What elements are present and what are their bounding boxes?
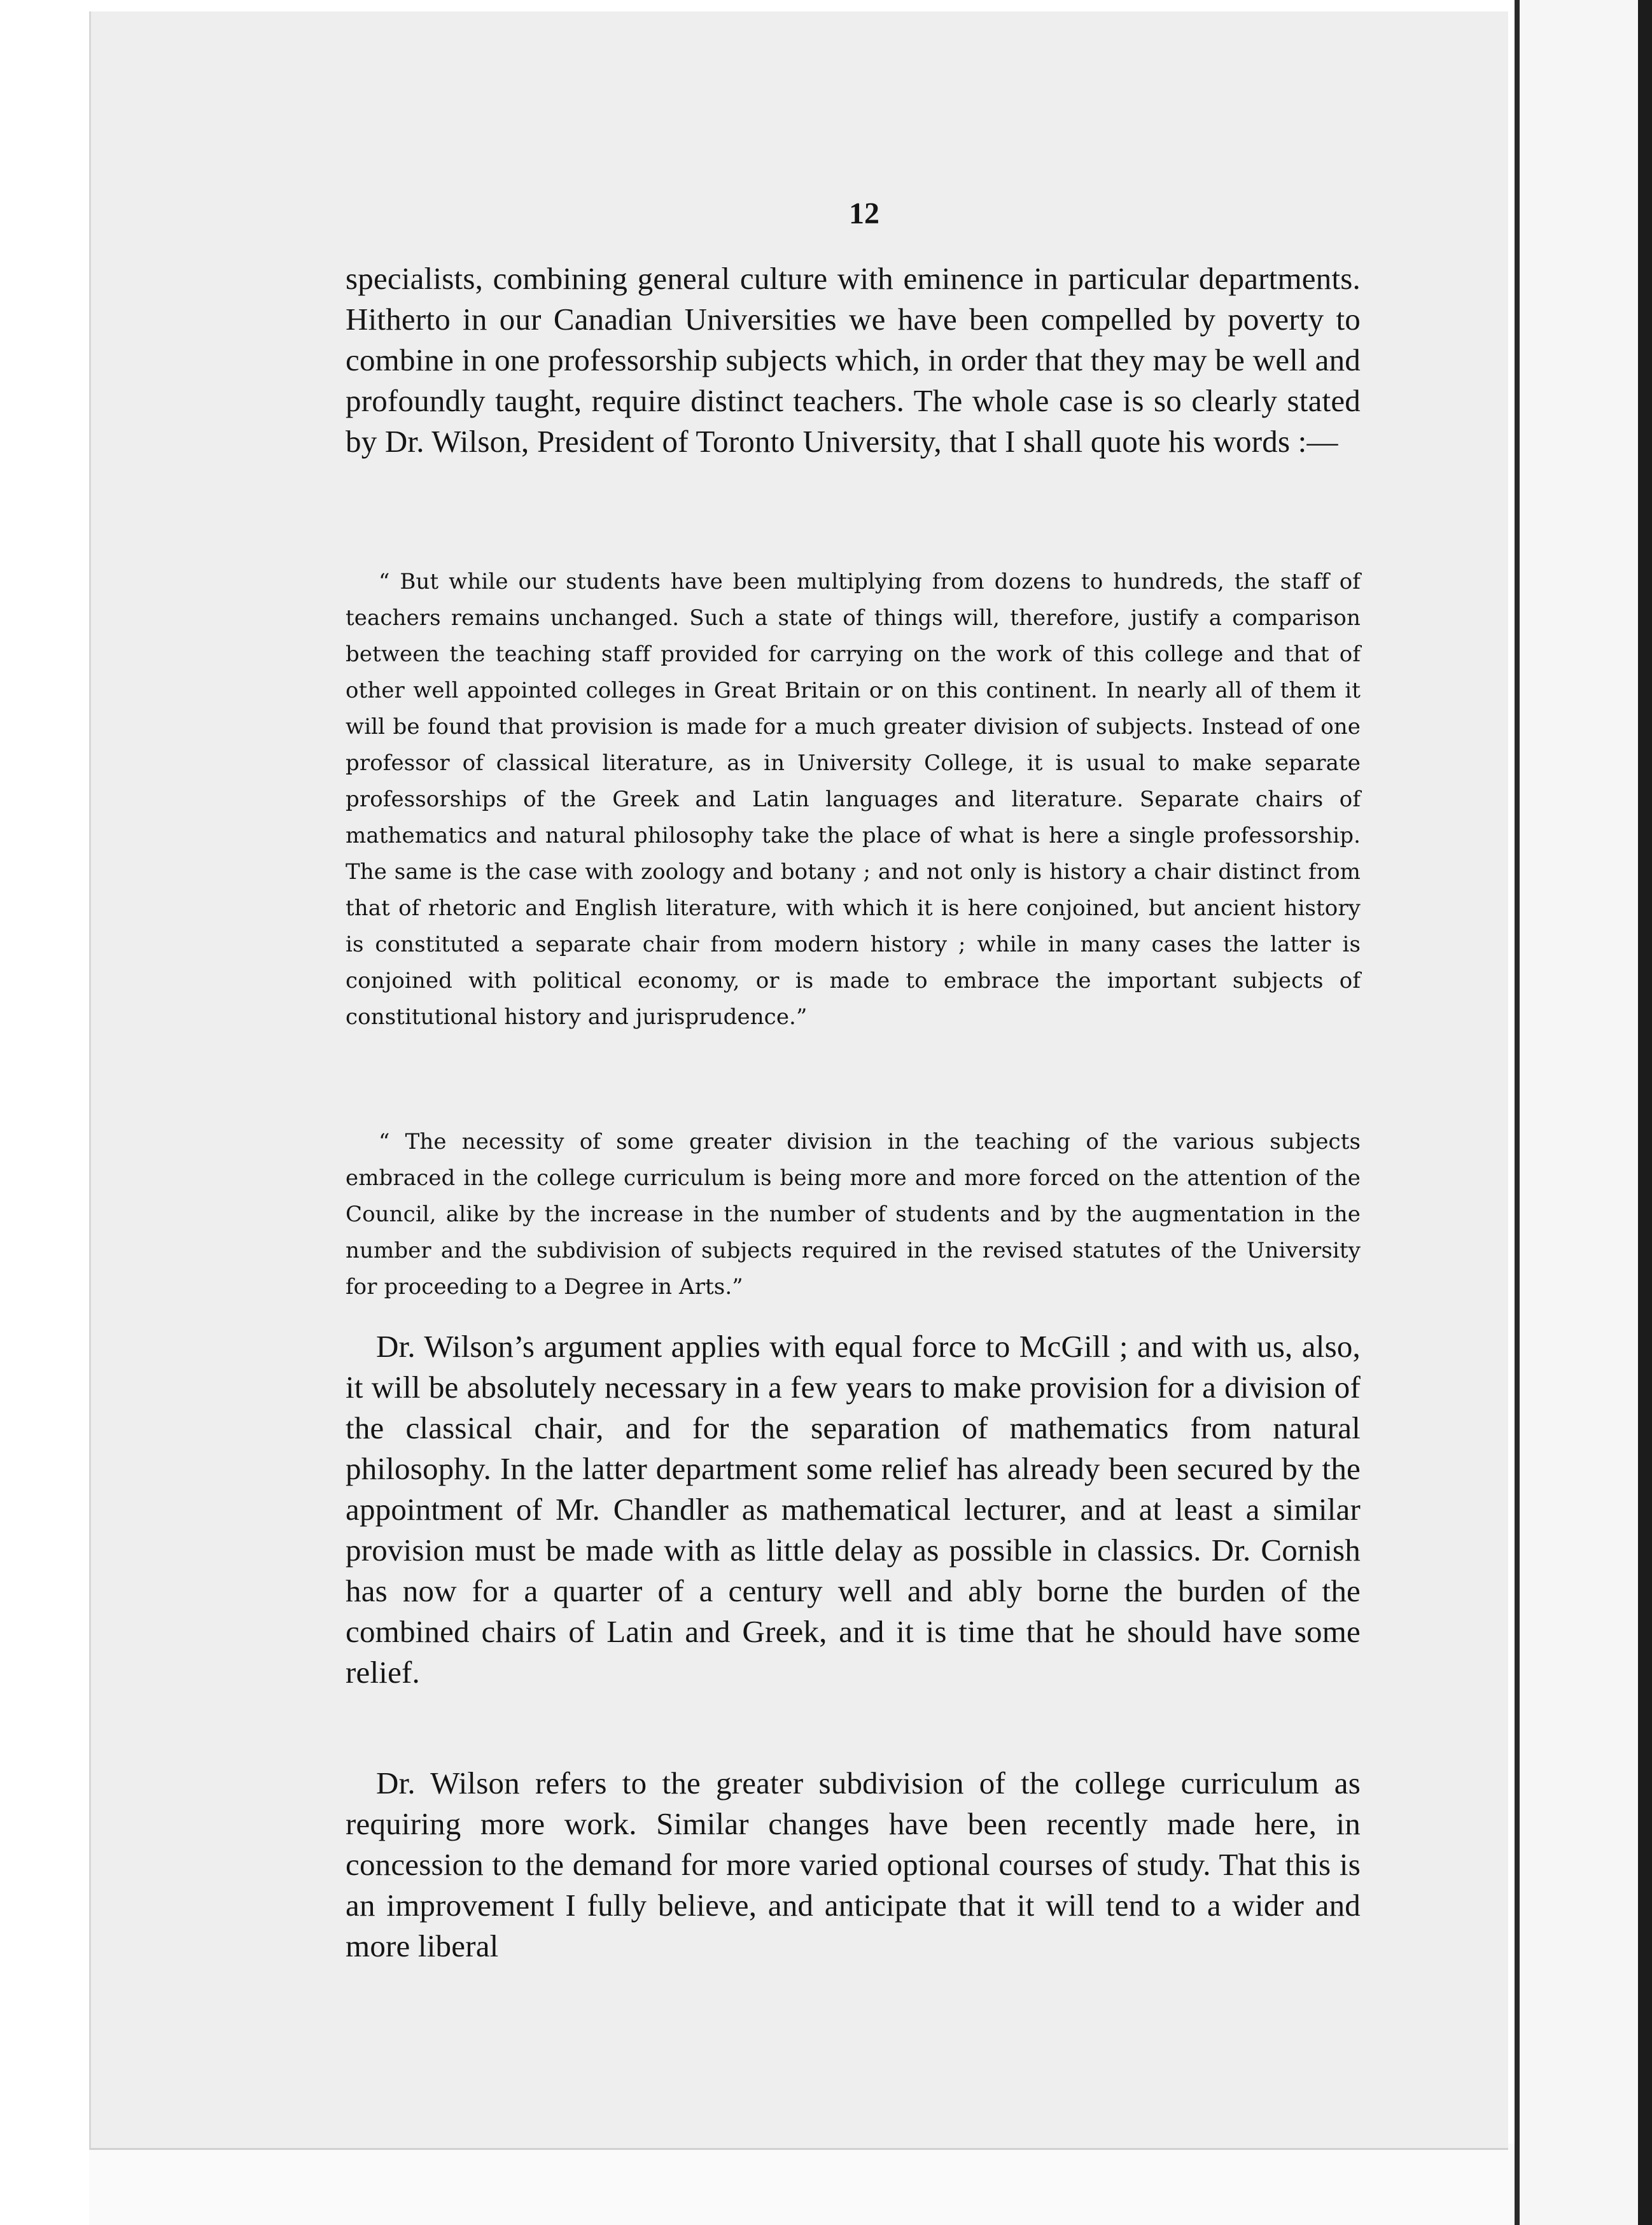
paragraph-subdivision: Dr. Wilson refers to the greater subdivision of the college curriculum as requiring more work. Similar changes have been recently made here, in concession to the demand for more varied optional courses of study. That this is an improvement I fully believe, and anticipate that it will tend to a wider and more liberal bbox=[346, 1765, 1361, 1963]
block-quote-first: “ But while our students have been multiplying from dozens to hundreds, the staff of teachers remains unchanged. Such a state of things will, therefore, justify a comparison between the teaching staff provided for carrying on the work of this college and that of other well appointed colleges in Great Britain or on this continent. In nearly all of them it will be found that provision is made for a much greater division of subjects. Instead of one professor of classical literature, as in University College, it is usual to make separate professorships of the Greek and Latin languages and literature. Separate chairs of mathematics and natural philosophy take the place of what is here a single professorship. The same is the case with zoology and botany ; and not only is history a chair distinct from that of rhetoric and English literature, with which it is here conjoined, but ancient history is constituted a separate chair from modern history ; while in many cases the latter is conjoined with political economy, or is made to embrace the important subjects of constitutional history and jurisprudence.” bbox=[346, 569, 1361, 1030]
paragraph-continuation: specialists, combining general culture with eminence in particular departments. Hitherto in our Canadian Universities we have been compelled by poverty to combine in one professorship subjects which, in order that they may be well and profoundly taught, require distinct teachers. The whole case is so clearly stated by Dr. Wilson, President of Toronto University, that I shall quote his words :— bbox=[346, 261, 1361, 459]
scan-far-right-border bbox=[1638, 0, 1652, 2225]
scan-right-border bbox=[1515, 0, 1520, 2225]
scan-bottom-edge bbox=[89, 2144, 1515, 2225]
paragraph-wilson-argument: Dr. Wilson’s argument applies with equal force to McGill ; and with us, also, it will be absolutely necessary in a few years to make provision for a division of the classical chair, and for the separation of mathematics from natural philosophy. In the latter department some relief has already been secured by the appointment of Mr. Chandler as mathematical lecturer, and at least a similar provision must be made with as little delay as possible in classics. Dr. Cornish has now for a quarter of a century well and ably borne the burden of the combined chairs of Latin and Greek, and it is time that he should have some relief. bbox=[346, 1329, 1361, 1690]
document-page bbox=[89, 11, 1508, 2150]
block-quote-second: “ The necessity of some greater division in the teaching of the various subjects embraced in the college curriculum is being more and more forced on the attention of the Council, alike by the increase in the number of students and by the augmentation in the number and the subdivision of subjects required in the revised statutes of the University for proceeding to a Degree in Arts.” bbox=[346, 1129, 1361, 1300]
page-number: 12 bbox=[849, 197, 879, 230]
scan-right-strip bbox=[1515, 0, 1652, 2225]
scan-left-margin bbox=[0, 0, 89, 2225]
